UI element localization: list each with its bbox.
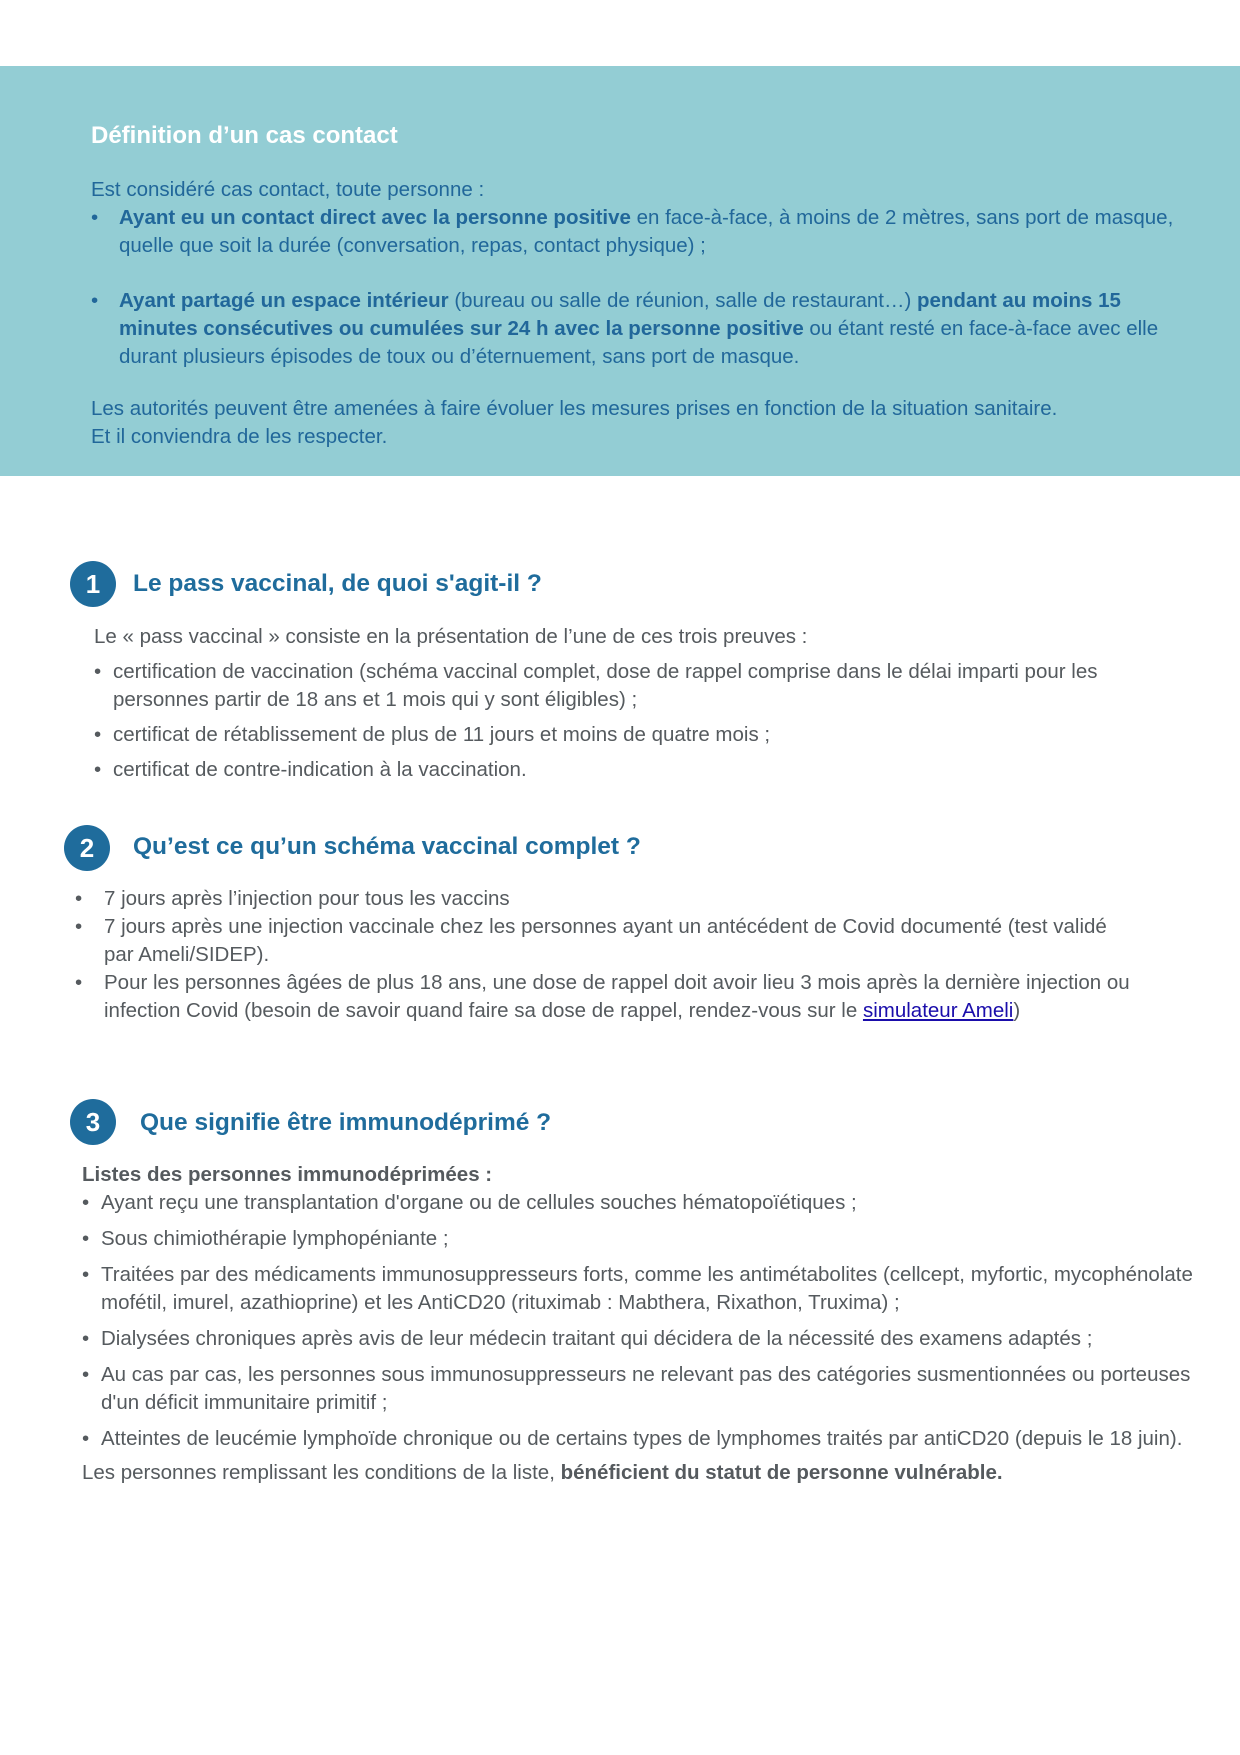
list-item <box>94 721 1154 749</box>
list-item <box>94 658 1154 714</box>
list-item <box>75 969 1135 1025</box>
bullet-icon: • <box>82 1191 90 1214</box>
item-text: certificat de contre-indication à la vaccination. <box>113 758 527 781</box>
bullet-icon: • <box>82 1363 90 1386</box>
item-text: Pour les personnes âgées de plus 18 ans, une dose de rappel doit avoir lieu 3 mois après la dernière injection ou infection Covid (besoin de savoir quand faire sa dose de rappel, rendez-vous sur le <box>104 971 1130 1022</box>
contact-intro: Est considéré cas contact, toute personne : <box>91 178 485 201</box>
list-item <box>82 1325 1202 1353</box>
list-item <box>82 1425 1202 1453</box>
item-text: Au cas par cas, les personnes sous immunosuppresseurs ne relevant pas des catégories susmentionnées ou porteuses d'un déficit immunitaire primitif ; <box>101 1363 1191 1414</box>
bullet-icon: • <box>94 758 102 781</box>
list-item <box>82 1225 1202 1253</box>
contact-definition-content <box>91 122 1201 451</box>
section-body <box>94 623 1154 784</box>
list-item <box>94 756 1154 784</box>
conclusion-text: Les personnes remplissant les conditions de la liste, <box>82 1461 561 1484</box>
item-text: en face-à-face, à moins de 2 mètres, sans port de masque, quelle que soit la durée (conversation, repas, contact physique) ; <box>119 206 1174 257</box>
bullet-icon: • <box>91 206 99 229</box>
section-title: Le pass vaccinal, de quoi s'agit-il ? <box>133 570 542 597</box>
schema-list <box>75 885 1135 1025</box>
footer-line: Et il conviendra de les respecter. <box>91 425 388 448</box>
section-body <box>75 885 1135 1025</box>
item-text: Atteintes de leucémie lymphoïde chronique ou de certains types de lymphomes traités par antiCD20 (depuis le 18 juin). <box>101 1427 1183 1450</box>
item-text: 7 jours après une injection vaccinale chez les personnes ayant un antécédent de Covid documenté (test validé par Ameli/SIDEP). <box>104 915 1107 966</box>
item-text: Traitées par des médicaments immunosuppresseurs forts, comme les antimétabolites (cellcept, myfortic, mycophénolate mofétil, imurel, azathioprine) et les AntiCD20 (rituximab : Mabthera, Rixathon, Truxima) ; <box>101 1263 1193 1314</box>
item-text: Ayant reçu une transplantation d'organe ou de cellules souches hématopoïétiques ; <box>101 1191 857 1214</box>
section-intro: Le « pass vaccinal » consiste en la présentation de l’une de ces trois preuves : <box>94 625 808 648</box>
contact-title: Définition d’un cas contact <box>91 122 398 149</box>
section-number-badge: 2 <box>64 825 110 871</box>
bullet-icon: • <box>75 915 83 938</box>
list-item <box>91 204 1201 260</box>
list-item <box>75 913 1135 969</box>
footer-line: Les autorités peuvent être amenées à faire évoluer les mesures prises en fonction de la situation sanitaire. <box>91 397 1058 420</box>
section-title: Que signifie être immunodéprimé ? <box>140 1109 552 1136</box>
emphasis-text: pendant au moins 15 minutes consécutives ou cumulées sur 24 h avec la personne positive <box>119 289 1121 340</box>
immunodeprime-list <box>82 1189 1202 1453</box>
contact-definition-box <box>0 66 1240 476</box>
item-text: certificat de rétablissement de plus de 11 jours et moins de quatre mois ; <box>113 723 771 746</box>
proof-list <box>94 658 1154 784</box>
simulateur-ameli-link[interactable]: simulateur Ameli <box>862 999 1014 1022</box>
contact-criteria-list <box>91 204 1201 371</box>
item-text: ou étant resté en face-à-face avec elle durant plusieurs épisodes de toux ou d’éternuement, sans port de masque. <box>119 317 1159 368</box>
section-number-badge: 1 <box>70 561 116 607</box>
contact-footer <box>91 395 1201 451</box>
bullet-icon: • <box>75 971 83 994</box>
list-item <box>82 1261 1202 1317</box>
list-item <box>82 1361 1202 1417</box>
item-text: certification de vaccination (schéma vaccinal complet, dose de rappel comprise dans le délai imparti pour les personnes partir de 18 ans et 1 mois qui y sont éligibles) ; <box>113 660 1098 711</box>
item-text: Dialysées chroniques après avis de leur médecin traitant qui décidera de la nécessité des examens adaptés ; <box>101 1327 1093 1350</box>
bullet-icon: • <box>82 1227 90 1250</box>
list-title: Listes des personnes immunodéprimées : <box>82 1163 493 1186</box>
list-item <box>91 287 1201 371</box>
bullet-icon: • <box>82 1327 90 1350</box>
item-text: Sous chimiothérapie lymphopéniante ; <box>101 1227 449 1250</box>
bullet-icon: • <box>82 1263 90 1286</box>
item-text: (bureau ou salle de réunion, salle de restaurant…) <box>448 289 917 312</box>
section-title: Qu’est ce qu’un schéma vaccinal complet ? <box>133 833 641 860</box>
section-conclusion <box>82 1459 1202 1487</box>
bullet-icon: • <box>94 660 102 683</box>
section-number-badge: 3 <box>70 1099 116 1145</box>
list-item <box>75 885 1135 913</box>
emphasis-text: Ayant eu un contact direct avec la personne positive <box>119 206 631 229</box>
bullet-icon: • <box>91 289 99 312</box>
item-text: 7 jours après l’injection pour tous les vaccins <box>104 887 510 910</box>
bullet-icon: • <box>75 887 83 910</box>
bullet-icon: • <box>94 723 102 746</box>
section-body <box>82 1161 1202 1487</box>
bullet-icon: • <box>82 1427 90 1450</box>
emphasis-text: bénéficient du statut de personne vulnérable. <box>560 1461 1003 1484</box>
item-text: ) <box>1013 999 1021 1022</box>
emphasis-text: Ayant partagé un espace intérieur <box>119 289 449 312</box>
list-item <box>82 1189 1202 1217</box>
